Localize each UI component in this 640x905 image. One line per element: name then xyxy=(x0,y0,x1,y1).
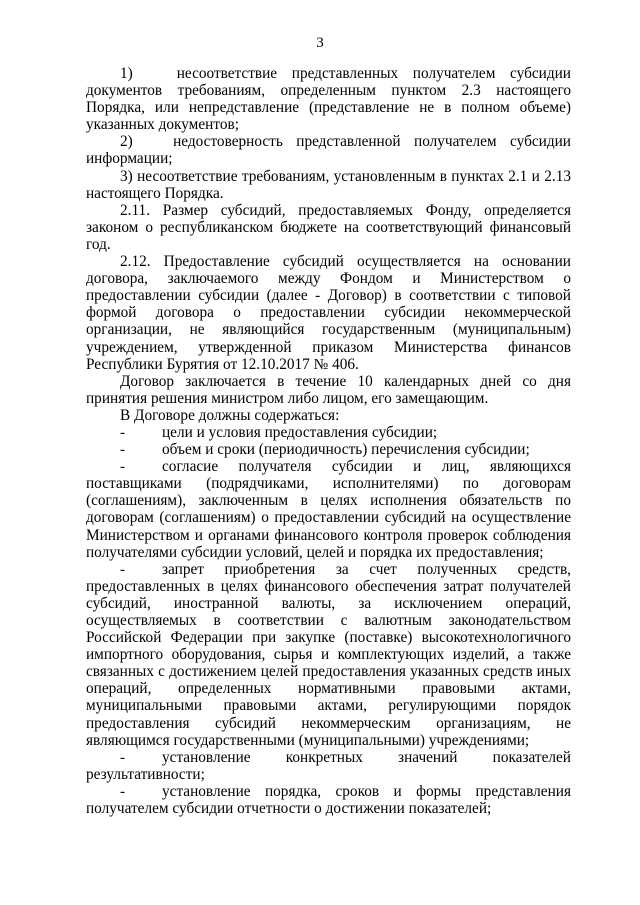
document-body xyxy=(86,65,571,817)
list-marker: - xyxy=(120,441,126,459)
paragraph: В Договоре должны содержаться: xyxy=(120,406,340,424)
list-item xyxy=(86,561,571,749)
list-marker: - xyxy=(120,782,126,800)
list-marker: - xyxy=(120,560,126,578)
paragraph: 2.11. Размер субсидий, предоставляемых Фонду, определяется законом о республиканском бюджете на соответствующий финансовый год. xyxy=(86,201,571,253)
list-marker: - xyxy=(120,748,126,766)
paragraph: 2.12. Предоставление субсидий осуществляется на основании договора, заключаемого между Фондом и Министерством о предоставлении субсидии (далее - Договор) в соответствии с типовой формой договора о предоставлении субсидии некоммерческой организации, не являющийся государственным (муниципальным) учреждением, утвержденной приказом Министерства финансов Республики Бурятия от 12.10.2017 № 406. xyxy=(86,253,571,373)
list-item xyxy=(86,441,571,458)
list-item-text: цели и условия предоставления субсидии; xyxy=(162,423,438,441)
paragraph: 1) несоответствие представленных получателем субсидии документов требованиям, определенным пунктом 2.3 настоящего Порядка, или непредставление (представление не в полном объеме) указанных документов; xyxy=(86,65,571,134)
list-marker: - xyxy=(120,423,126,441)
list-item xyxy=(86,458,571,561)
list-item xyxy=(86,749,571,783)
list-item-text: установление конкретных значений показателей результативности; xyxy=(86,748,571,783)
list-marker: - xyxy=(120,458,126,476)
paragraph: Договор заключается в течение 10 календарных дней со дня принятия решения министром либо лицом, его замещающим. xyxy=(86,372,571,407)
list-item-text: запрет приобретения за счет полученных средств, предоставленных в целях финансового обеспечения затрат получателей субсидий, иностранной валюты, за исключением операций, осуществляемых в соответствии с валютным законодательством Российской Федерации при закупке (поставке) высокотехнологичного импортного оборудования, сырья и комплектующих изделий, а также связанных с достижением целей предоставления указанных средств иных операций, определенных нормативными правовыми актами, муниципальными правовыми актами, регулирующими порядок предоставления субсидий некоммерческим организациям, не являющимся государственными (муниципальными) учреждениями; xyxy=(86,560,571,749)
list-item-text: согласие получателя субсидии и лиц, являющихся поставщиками (подрядчиками, исполнителями) по договорам (соглашениям), заключенным в целях исполнения обязательств по договорам (соглашениям) о предоставлении субсидий на осуществление Министерством и органами финансового контроля проверок соблюдения получателями субсидии условий, целей и порядка их предоставления; xyxy=(86,458,571,561)
list-item-text: установление порядка, сроков и формы представления получателем субсидии отчетности о достижении показателей; xyxy=(86,782,571,818)
list-item xyxy=(86,424,571,441)
list-item xyxy=(86,783,571,817)
paragraph: 3) несоответствие требованиям, установленным в пунктах 2.1 и 2.13 настоящего Порядка. xyxy=(86,167,571,202)
paragraph: 2) недостоверность представленной получателем субсидии информации; xyxy=(86,133,571,168)
page-number: 3 xyxy=(316,35,324,51)
list-item-text: объем и сроки (периодичность) перечисления субсидии; xyxy=(162,441,530,459)
